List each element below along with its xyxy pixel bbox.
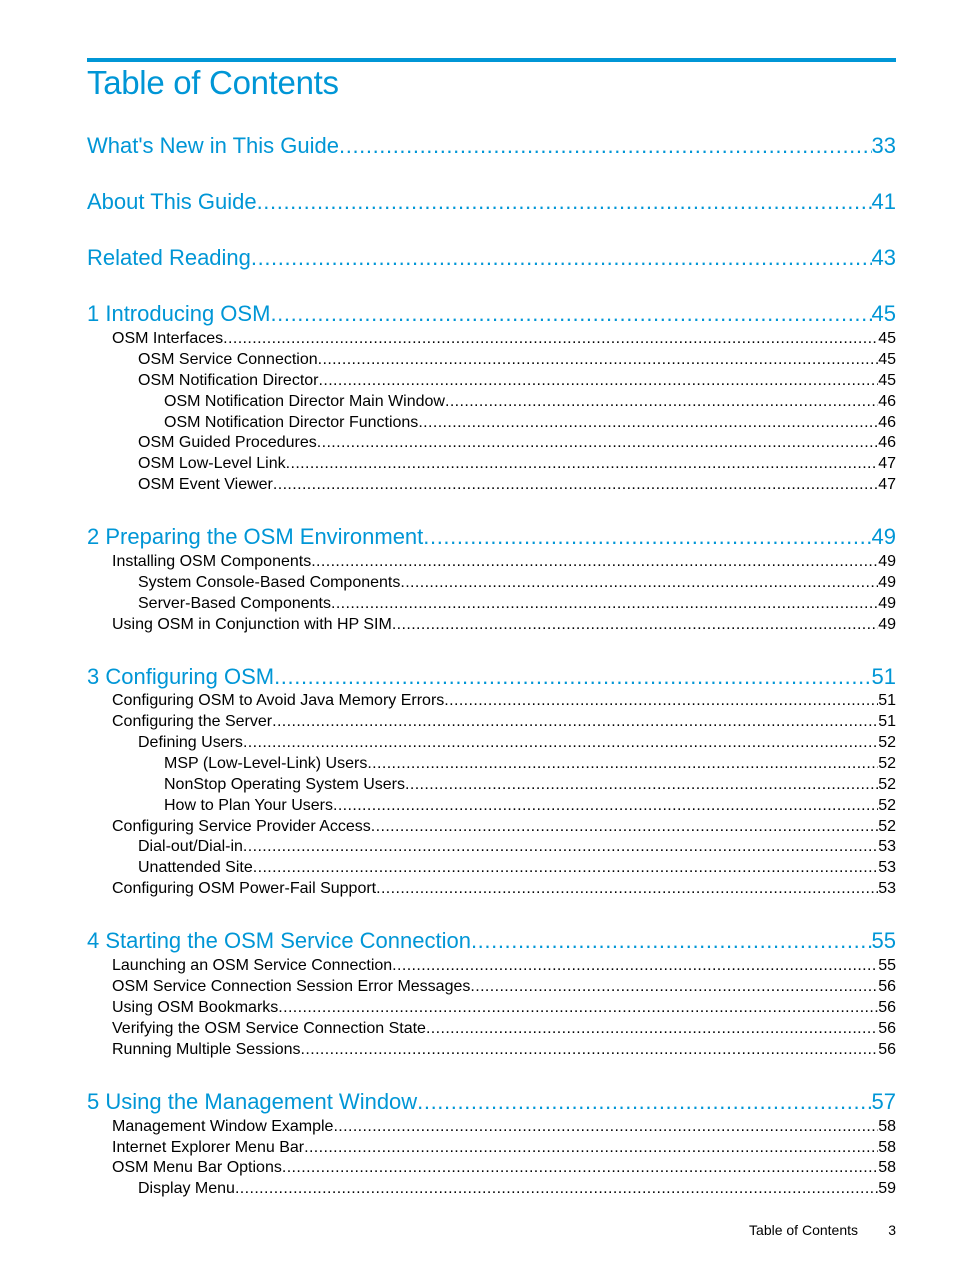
toc-entry-page: 45 [878, 330, 896, 347]
toc-section-entry[interactable] [112, 1116, 896, 1137]
toc-section-entry[interactable] [112, 328, 896, 349]
toc-entry-title: Unattended Site [138, 859, 253, 876]
toc-entry-title: How to Plan Your Users [164, 797, 333, 814]
toc-dot-leader [304, 1137, 878, 1158]
toc-entry-title: 2 Preparing the OSM Environment [87, 524, 424, 549]
toc-dot-leader [426, 1018, 878, 1039]
toc-dot-leader [319, 370, 879, 391]
toc-dot-leader [223, 328, 878, 349]
toc-entry-page: 52 [878, 797, 896, 814]
toc-entry-page: 59 [878, 1180, 896, 1197]
toc-section-entry[interactable] [112, 614, 896, 635]
toc-dot-leader [392, 955, 878, 976]
toc-entry-title: Using OSM in Conjunction with HP SIM [112, 616, 392, 633]
toc-dot-leader [243, 836, 878, 857]
toc-entry-page: 55 [878, 957, 896, 974]
toc-dot-leader [333, 1116, 878, 1137]
toc-entry-page: 56 [878, 999, 896, 1016]
toc-entry-page: 49 [878, 595, 896, 612]
toc-section-entry[interactable] [112, 878, 896, 899]
toc-dot-leader [257, 188, 872, 216]
toc-entry-page: 55 [871, 928, 896, 953]
footer-page-number: 3 [888, 1222, 896, 1238]
footer-title: Table of Contents [749, 1222, 858, 1238]
toc-section-entry[interactable] [138, 453, 896, 474]
toc-section-entry[interactable] [138, 349, 896, 370]
toc-entry-page: 58 [878, 1139, 896, 1156]
toc-dot-leader [405, 774, 878, 795]
toc-dot-leader [331, 593, 878, 614]
toc-dot-leader [274, 663, 871, 691]
toc-entry-page: 45 [871, 301, 896, 326]
toc-entry-page: 49 [878, 574, 896, 591]
toc-entry-title: 1 Introducing OSM [87, 301, 271, 326]
toc-entry-title: Configuring the Server [112, 713, 273, 730]
toc-chapter-entry[interactable] [87, 132, 896, 160]
toc-entry-title: OSM Interfaces [112, 330, 224, 347]
toc-entry-page: 46 [878, 434, 896, 451]
toc-entry-title: Installing OSM Components [112, 553, 312, 570]
toc-entry-page: 56 [878, 978, 896, 995]
toc-section-entry[interactable] [164, 795, 896, 816]
toc-entry-title: Management Window Example [112, 1118, 334, 1135]
page-title: Table of Contents [87, 64, 339, 101]
toc-entry-title: Configuring OSM Power-Fail Support [112, 880, 377, 897]
toc-section-entry[interactable] [112, 976, 896, 997]
toc-section-entry[interactable] [112, 816, 896, 837]
toc-dot-leader [270, 300, 871, 328]
toc-dot-leader [273, 474, 878, 495]
toc-entry-page: 58 [878, 1159, 896, 1176]
toc-entry-title: OSM Service Connection Session Error Messages [112, 978, 471, 995]
toc-entry-page: 51 [878, 692, 896, 709]
toc-entry-page: 52 [878, 818, 896, 835]
toc-dot-leader [282, 1157, 878, 1178]
toc-entry-page: 47 [878, 476, 896, 493]
toc-entry-title: OSM Notification Director Main Window [164, 393, 445, 410]
toc-entry-page: 49 [878, 616, 896, 633]
toc-entry-title: What's New in This Guide [87, 133, 340, 158]
page-footer [0, 1222, 896, 1242]
toc-section-entry[interactable] [138, 572, 896, 593]
toc-chapter-entry[interactable] [87, 244, 896, 272]
toc-dot-leader [301, 1039, 879, 1060]
toc-dot-leader [235, 1178, 878, 1199]
toc-entry-page: 53 [878, 838, 896, 855]
toc-section-entry[interactable] [138, 732, 896, 753]
toc-dot-leader [367, 753, 878, 774]
toc-entry-title: OSM Notification Director Functions [164, 414, 419, 431]
toc-entry-page: 45 [878, 351, 896, 368]
toc-section-entry[interactable] [112, 1039, 896, 1060]
toc-entry-title: OSM Notification Director [138, 372, 319, 389]
toc-entry-title: Running Multiple Sessions [112, 1041, 301, 1058]
toc-dot-leader [392, 614, 878, 635]
toc-section-entry[interactable] [138, 370, 896, 391]
toc-chapter-entry[interactable] [87, 300, 896, 328]
toc-entry-title: Related Reading [87, 245, 251, 270]
toc-entry-page: 52 [878, 734, 896, 751]
toc-entry-title: Launching an OSM Service Connection [112, 957, 393, 974]
toc-entry-page: 56 [878, 1041, 896, 1058]
toc-entry-page: 33 [871, 133, 896, 158]
toc-entry-page: 51 [878, 713, 896, 730]
toc-entry-title: About This Guide [87, 189, 257, 214]
toc-dot-leader [418, 412, 878, 433]
toc-section-entry[interactable] [112, 711, 896, 732]
toc-entry-page: 45 [878, 372, 896, 389]
toc-section-entry[interactable] [112, 997, 896, 1018]
toc-entry-title: System Console-Based Components [138, 574, 401, 591]
toc-section-entry[interactable] [164, 412, 896, 433]
toc-section-entry[interactable] [138, 836, 896, 857]
toc-section-entry[interactable] [138, 593, 896, 614]
toc-section-entry[interactable] [138, 1178, 896, 1199]
toc-entry-title: Configuring OSM to Avoid Java Memory Errors [112, 692, 445, 709]
toc-dot-leader [251, 244, 872, 272]
toc-section-entry[interactable] [138, 474, 896, 495]
toc-dot-leader [444, 690, 878, 711]
toc-dot-leader [286, 453, 879, 474]
toc-entry-page: 46 [878, 414, 896, 431]
toc-dot-leader [318, 349, 879, 370]
toc-section-entry[interactable] [112, 1018, 896, 1039]
toc-chapter-entry[interactable] [87, 523, 896, 551]
header-rule [87, 58, 896, 62]
toc-entry-title: Defining Users [138, 734, 243, 751]
toc-dot-leader [417, 1088, 871, 1116]
toc-section-entry[interactable] [138, 432, 896, 453]
toc-entry-page: 56 [878, 1020, 896, 1037]
toc-entry-title: Verifying the OSM Service Connection State [112, 1020, 426, 1037]
toc-entry-title: Internet Explorer Menu Bar [112, 1139, 305, 1156]
toc-entry-title: OSM Low-Level Link [138, 455, 286, 472]
toc-section-entry[interactable] [138, 857, 896, 878]
toc-entry-title: OSM Event Viewer [138, 476, 273, 493]
toc-chapter-entry[interactable] [87, 1088, 896, 1116]
toc-dot-leader [317, 432, 878, 453]
toc-dot-leader [272, 711, 878, 732]
toc-dot-leader [445, 391, 878, 412]
toc-entry-page: 47 [878, 455, 896, 472]
toc-section-entry[interactable] [112, 1137, 896, 1158]
toc-entry-page: 58 [878, 1118, 896, 1135]
toc-entry-page: 52 [878, 776, 896, 793]
toc-entry-title: MSP (Low-Level-Link) Users [164, 755, 368, 772]
toc-entry-page: 51 [871, 664, 896, 689]
toc-entry-page: 52 [878, 755, 896, 772]
toc-dot-leader [339, 132, 872, 160]
toc-entry-title: NonStop Operating System Users [164, 776, 405, 793]
toc-chapter-entry[interactable] [87, 927, 896, 955]
toc-dot-leader [470, 976, 878, 997]
toc-section-entry[interactable] [164, 753, 896, 774]
toc-entry-page: 46 [878, 393, 896, 410]
toc-dot-leader [333, 795, 878, 816]
toc-chapter-entry[interactable] [87, 663, 896, 691]
toc-section-entry[interactable] [112, 551, 896, 572]
toc-dot-leader [253, 857, 878, 878]
toc-dot-leader [371, 816, 878, 837]
toc-section-entry[interactable] [112, 690, 896, 711]
toc-dot-leader [400, 572, 878, 593]
toc-entry-title: OSM Guided Procedures [138, 434, 317, 451]
toc-section-entry[interactable] [164, 774, 896, 795]
toc-entry-title: OSM Menu Bar Options [112, 1159, 282, 1176]
toc-entry-page: 49 [871, 524, 896, 549]
toc-section-entry[interactable] [112, 1157, 896, 1178]
toc-entry-page: 53 [878, 880, 896, 897]
toc-entry-title: Display Menu [138, 1180, 235, 1197]
toc-section-entry[interactable] [164, 391, 896, 412]
toc-dot-leader [376, 878, 878, 899]
toc-entry-title: 3 Configuring OSM [87, 664, 275, 689]
toc-dot-leader [311, 551, 878, 572]
toc-entry-title: Server-Based Components [138, 595, 331, 612]
toc-chapter-entry[interactable] [87, 188, 896, 216]
toc-entry-title: Using OSM Bookmarks [112, 999, 279, 1016]
toc-entry-title: 5 Using the Management Window [87, 1089, 418, 1114]
toc-entry-title: OSM Service Connection [138, 351, 318, 368]
toc-section-entry[interactable] [112, 955, 896, 976]
toc-entry-title: Configuring Service Provider Access [112, 818, 371, 835]
toc-entry-title: Dial-out/Dial-in [138, 838, 243, 855]
toc-entry-page: 49 [878, 553, 896, 570]
toc-entry-page: 57 [871, 1089, 896, 1114]
toc-dot-leader [471, 927, 872, 955]
toc-entry-title: 4 Starting the OSM Service Connection [87, 928, 471, 953]
toc-dot-leader [278, 997, 878, 1018]
toc-dot-leader [423, 523, 871, 551]
toc-entry-page: 53 [878, 859, 896, 876]
toc-entry-page: 41 [871, 189, 896, 214]
toc-entry-page: 43 [871, 245, 896, 270]
toc-dot-leader [243, 732, 878, 753]
